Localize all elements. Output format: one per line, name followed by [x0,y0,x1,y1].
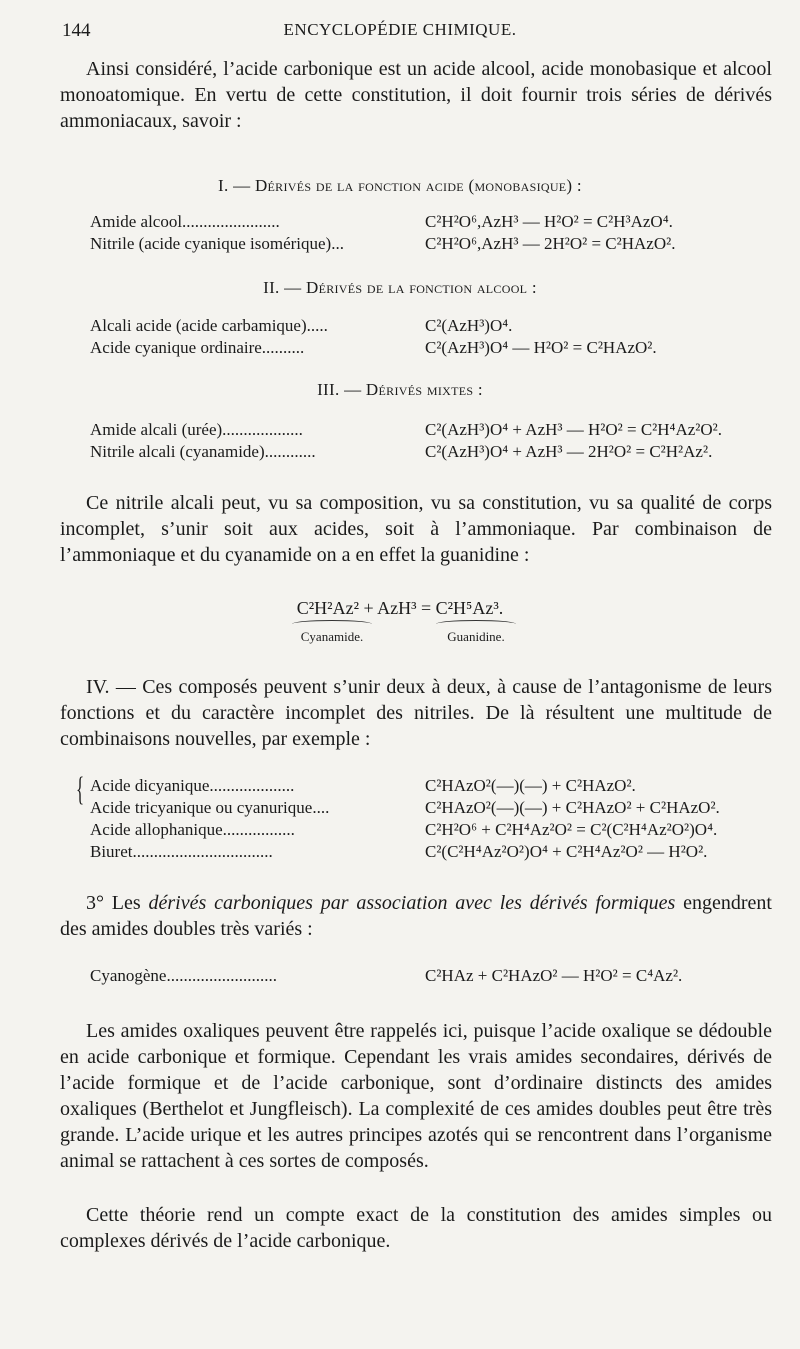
section-2-heading: II. — Dérivés de la fonction alcool : [263,278,537,297]
row-label: Nitrile (acide cyanique isomérique)... [90,234,344,253]
cyanamide-brace-label [292,620,372,645]
intro-paragraph: Ainsi considéré, l’acide carbonique est un acide alcool, acide monobasique et alcool monoatomique. En vertu de cette constitution, il doit fournir trois séries de dérivés ammoniacaux, savoir : [60,58,772,132]
para-3-prefix: 3° Les [86,892,149,914]
guanidine-brace-label [436,620,516,645]
table-row [90,842,770,864]
row-formula: C²(AzH³)O⁴. [425,316,513,335]
row-formula: C²(C²H⁴Az²O²)O⁴ + C²H⁴Az²O² — H²O². [425,842,708,861]
table-row [90,212,770,234]
row-formula: C²(AzH³)O⁴ + AzH³ — 2H²O² = C²H²Az². [425,442,713,461]
row-label: Amide alcali (urée)................... [90,420,303,439]
row-label: Acide cyanique ordinaire.......... [90,338,305,357]
row-formula: C²HAzO²(—)(—) + C²HAzO². [425,776,636,795]
row-formula: C²(AzH³)O⁴ + AzH³ — H²O² = C²H⁴Az²O². [425,420,723,439]
section-3-paragraph [60,890,772,942]
row-formula: C²HAzO²(—)(—) + C²HAzO² + C²HAzO². [425,798,720,817]
row-label: Acide dicyanique.................... [90,776,295,795]
running-title: ENCYCLOPÉDIE CHIMIQUE. [283,20,517,39]
table-row [90,820,770,842]
underbrace [292,620,372,628]
row-label: Acide allophanique................. [90,820,295,839]
guanidine-paragraph: Ce nitrile alcali peut, vu sa composition, vu sa constitution, vu sa qualité de corps incomplet, s’unir soit aux acides, soit à l’ammoniaque. Par combinaison de l’ammoniaque et du cyanamide on a en effet la guanidine : [60,492,772,566]
row-label: Nitrile alcali (cyanamide)............ [90,442,316,461]
row-label: Acide tricyanique ou cyanurique.... [90,798,330,817]
row-label: Amide alcool....................... [90,212,280,231]
row-formula: C²H²O⁶,AzH³ — H²O² = C²H³AzO⁴. [425,212,673,231]
para-3-suffix: engendrent des amides doubles très variés : [60,892,772,940]
section-iv-paragraph: IV. — Ces composés peuvent s’unir deux à deux, à cause de l’antagonisme de leurs fonctions et du caractère incomplet des nitriles. De là résultent une multitude de combinaisons nouvelles, par exemple : [60,676,772,750]
row-label: Biuret................................. [90,842,273,861]
row-label: Alcali acide (acide carbamique)..... [90,316,328,335]
guanidine-label: Guanidine. [447,629,505,644]
section-3-heading: III. — Dérivés mixtes : [317,380,483,399]
page-number: 144 [62,20,91,41]
table-row [90,798,770,820]
row-formula: C²HAz + C²HAzO² — H²O² = C⁴Az². [425,966,683,985]
table-row [90,776,770,798]
final-paragraph: Cette théorie rend un compte exact de la constitution des amides simples ou complexes dérivés de l’acide carbonique. [60,1204,772,1252]
row-formula: C²H²O⁶ + C²H⁴Az²O² = C²(C²H⁴Az²O²)O⁴. [425,820,718,839]
guanidine-equation: C²H²Az² + AzH³ = C²H⁵Az³. [296,598,504,618]
table-row [90,338,770,360]
left-brace: { [76,771,85,808]
cyanamide-label: Cyanamide. [300,629,364,644]
table-row [90,316,770,338]
underbrace [436,620,516,628]
table-row [90,966,770,988]
oxaliques-paragraph: Les amides oxaliques peuvent être rappelés ici, puisque l’acide oxalique se dédouble en acide carbonique et formique. Cependant les vrais amides secondaires, dérivés de l’acide formique et de l’acide carbonique, sont d’ordinaire distincts des amides oxaliques (Berthelot et Jungfleisch). La complexité de ces amides doubles peut être très grande. L’acide urique et les autres principes azotés qui se rencontrent dans l’organisme animal se rattachent à ces sortes de composés. [60,1020,772,1172]
row-formula: C²H²O⁶,AzH³ — 2H²O² = C²HAzO². [425,234,676,253]
row-label: Cyanogène.......................... [90,966,277,985]
section-1-heading: I. — Dérivés de la fonction acide (monobasique) : [218,176,582,195]
row-formula: C²(AzH³)O⁴ — H²O² = C²HAzO². [425,338,657,357]
table-row [90,420,770,442]
para-3-emphasis: dérivés carboniques par association avec les dérivés formiques [148,892,676,914]
table-row [90,442,770,464]
table-row [90,234,770,256]
